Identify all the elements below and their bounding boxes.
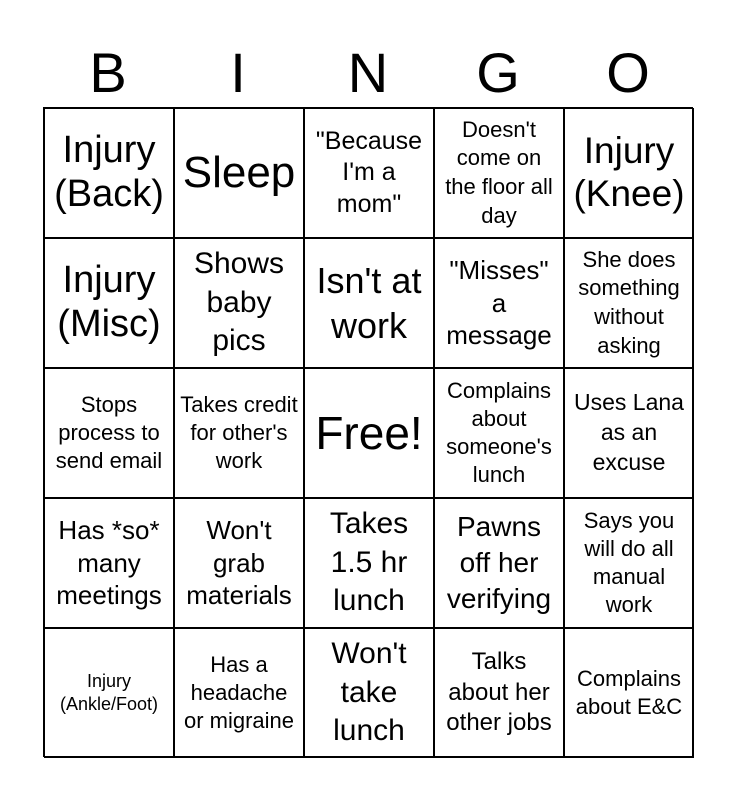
free-space[interactable] <box>304 368 434 498</box>
cell-text: Injury (Knee) <box>573 130 685 214</box>
bingo-cell[interactable] <box>174 498 304 628</box>
cell-text: Stops process to send email <box>55 391 163 474</box>
cell-text: Uses Lana as an excuse <box>574 389 684 475</box>
cell-text: Has *so* many meetings <box>56 515 162 611</box>
bingo-cell[interactable] <box>174 108 304 238</box>
bingo-cell[interactable] <box>44 238 174 368</box>
bingo-cell[interactable] <box>564 368 694 498</box>
cell-text: Shows baby pics <box>193 247 285 358</box>
cell-text: Sleep <box>182 147 296 197</box>
cell-text: Complains about someone's lunch <box>446 377 552 488</box>
bingo-cell[interactable] <box>44 498 174 628</box>
header-letter-o: O <box>606 41 650 104</box>
header-letter-g: G <box>476 41 520 104</box>
header-letter-i: I <box>230 41 246 104</box>
bingo-cell[interactable] <box>304 108 434 238</box>
cell-text: Has a headache or migraine <box>183 651 295 734</box>
cell-text: Takes credit for other's work <box>180 391 298 474</box>
bingo-cell[interactable] <box>304 498 434 628</box>
bingo-cell[interactable] <box>304 238 434 368</box>
bingo-cell[interactable] <box>434 628 564 758</box>
bingo-cell[interactable] <box>44 628 174 758</box>
bingo-cell[interactable] <box>434 498 564 628</box>
bingo-cell[interactable] <box>304 628 434 758</box>
cell-text: "Because I'm a mom" <box>315 127 423 218</box>
bingo-cell[interactable] <box>174 238 304 368</box>
cell-text: She does something without asking <box>578 246 680 358</box>
cell-text: Injury (Ankle/Foot) <box>59 670 159 714</box>
header-letter-n: N <box>347 41 389 104</box>
bingo-cell[interactable] <box>564 498 694 628</box>
cell-text: "Misses" a message <box>446 255 552 351</box>
cell-text: Complains about E&C <box>575 665 683 719</box>
cell-text: Injury (Misc) <box>57 259 161 345</box>
bingo-cell[interactable] <box>564 108 694 238</box>
bingo-cell[interactable] <box>564 238 694 368</box>
cell-text: Takes 1.5 hr lunch <box>329 507 409 618</box>
bingo-cell[interactable] <box>434 108 564 238</box>
cell-text: Free! <box>315 406 423 459</box>
cell-text: Doesn't come on the floor all day <box>445 116 553 228</box>
header-letter-b: B <box>89 41 127 104</box>
bingo-board <box>43 107 693 757</box>
bingo-cell[interactable] <box>564 628 694 758</box>
cell-text: Pawns off her verifying <box>446 511 552 614</box>
bingo-header <box>43 40 693 106</box>
bingo-cell[interactable] <box>44 368 174 498</box>
bingo-cell[interactable] <box>174 628 304 758</box>
bingo-cell[interactable] <box>44 108 174 238</box>
cell-text: Injury (Back) <box>54 129 164 215</box>
cell-text: Talks about her other jobs <box>446 647 552 737</box>
cell-text: Says you will do all manual work <box>583 507 675 618</box>
bingo-cell[interactable] <box>434 238 564 368</box>
cell-text: Isn't at work <box>316 260 422 346</box>
cell-text: Won't grab materials <box>186 515 292 611</box>
bingo-cell[interactable] <box>174 368 304 498</box>
cell-text: Won't take lunch <box>331 637 407 748</box>
bingo-cell[interactable] <box>434 368 564 498</box>
